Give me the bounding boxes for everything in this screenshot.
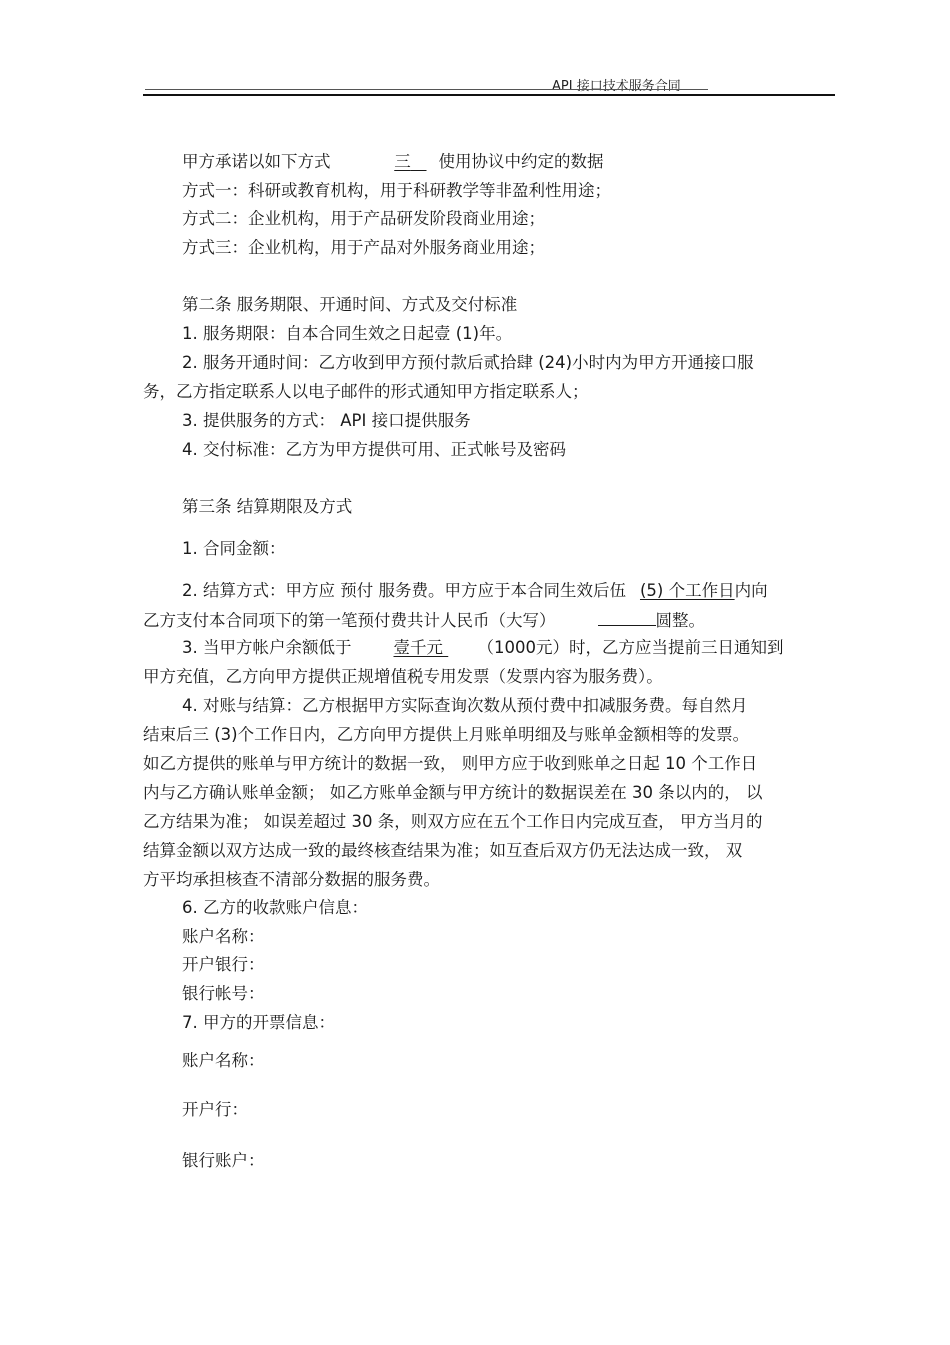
header-underline: [145, 89, 708, 90]
delivery-standard: 4. 交付标准：乙方为甲方提供可用、正式帐号及密码: [182, 440, 566, 459]
balance-notice-line2: 甲方充值，乙方向甲方提供正规增值税专用发票（发票内容为服务费）。: [143, 667, 663, 686]
service-method: 3. 提供服务的方式： API 接口提供服务: [182, 411, 471, 430]
article-three-title: 第三条 结算期限及方式: [182, 497, 353, 516]
reconciliation-line6: 结算金额以双方达成一致的最终核查结果为准；如互查后双方仍无法达成一致， 双: [143, 841, 743, 860]
service-term: 1. 服务期限：自本合同生效之日起壹 (1)年。: [182, 324, 513, 343]
promise-suffix: 使用协议中约定的数据: [438, 152, 604, 171]
balance-notice-line1: [182, 637, 784, 659]
payee-bank-label: 开户银行：: [182, 955, 265, 974]
document-header-title: API 接口技术服务合同: [552, 79, 681, 94]
promise-choice-field: [353, 151, 427, 173]
article-two-title: 第二条 服务期限、开通时间、方式及交付标准: [182, 295, 518, 314]
settlement-method-text: 2. 结算方式：甲方应 预付 服务费。甲方应于本合同生效后伍: [182, 581, 626, 600]
promise-choice: 三: [394, 152, 411, 171]
reconciliation-line1: 4. 对账与结算：乙方根据甲方实际查询次数从预付费中扣减服务费。每自然月: [182, 696, 748, 715]
payee-account-heading: 6. 乙方的收款账户信息：: [182, 898, 368, 917]
payee-account-number-label: 银行帐号：: [182, 984, 265, 1003]
reconciliation-line4: 内与乙方确认账单金额； 如乙方账单金额与甲方统计的数据误差在 30 条以内的， 以: [143, 783, 763, 802]
amount-unit: 圆整。: [655, 611, 705, 630]
payee-account-name-label: 账户名称：: [182, 927, 265, 946]
mode-one: 方式一：科研或教育机构，用于科研教学等非盈利性用途；: [182, 181, 611, 200]
reconciliation-line2: 结束后三 (3)个工作日内，乙方向甲方提供上月账单明细及与账单金额相等的发票。: [143, 725, 750, 744]
invoice-bank-label: 开户行：: [182, 1100, 248, 1119]
prepayment-text: 乙方支付本合同项下的第一笔预付费共计人民币（大写）: [143, 611, 556, 630]
reconciliation-line5: 乙方结果为准； 如误差超过 30 条，则双方应在五个工作日内完成互查， 甲方当月的: [143, 812, 763, 831]
service-activation-line2: 务，乙方指定联系人以电子邮件的形式通知甲方指定联系人；: [143, 382, 589, 401]
balance-threshold-field: [366, 637, 478, 659]
reconciliation-line7: 方平均承担核查不清部分数据的服务费。: [143, 870, 440, 889]
settlement-method-line2: [143, 608, 705, 632]
balance-notice-text: 3. 当甲方帐户余额低于: [182, 638, 352, 657]
settlement-method-line1: [182, 580, 768, 602]
mode-three: 方式三：企业机构，用于产品对外服务商业用途；: [182, 238, 545, 257]
balance-notice-tail: （1000元）时，乙方应当提前三日通知到: [477, 638, 784, 657]
balance-threshold: 壹千元: [393, 638, 443, 657]
service-activation-line1: 2. 服务开通时间：乙方收到甲方预付款后贰拾肆 (24)小时内为甲方开通接口服: [182, 353, 754, 372]
invoice-bank-account-label: 银行账户：: [182, 1151, 265, 1170]
amount-in-words-blank: [598, 608, 656, 626]
settlement-days: (5) 个工作日: [639, 581, 735, 600]
contract-amount: 1. 合同金额：: [182, 539, 286, 558]
invoice-account-name-label: 账户名称：: [182, 1051, 265, 1070]
invoice-info-heading: 7. 甲方的开票信息：: [182, 1013, 335, 1032]
reconciliation-line3: 如乙方提供的账单与甲方统计的数据一致， 则甲方应于收到账单之日起 10 个工作日: [143, 754, 758, 773]
settlement-method-tail: 内向: [734, 581, 768, 600]
mode-two: 方式二：企业机构，用于产品研发阶段商业用途；: [182, 209, 545, 228]
header-divider: [143, 94, 835, 96]
promise-prefix: 甲方承诺以如下方式: [182, 152, 331, 171]
promise-line: [182, 151, 604, 173]
